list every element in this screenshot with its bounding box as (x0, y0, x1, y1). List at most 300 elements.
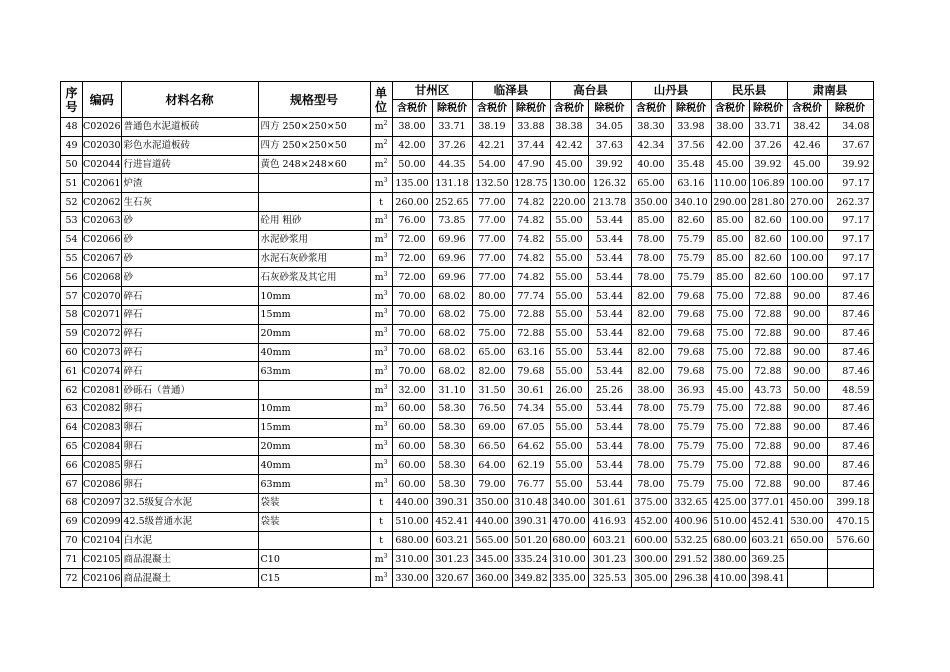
code-cell: C02061 (83, 174, 122, 193)
price-tax-excl-cell: 301.61 (588, 493, 631, 512)
unit-text: m (374, 403, 384, 415)
price-table (60, 81, 874, 588)
price-tax-incl-cell: 78.00 (631, 399, 671, 418)
spec-cell: C10 (258, 550, 370, 569)
seq-cell: 50 (61, 155, 83, 174)
table-row (61, 343, 874, 362)
price-tax-incl-cell: 335.00 (550, 569, 588, 588)
unit-cell (370, 249, 392, 268)
unit-exponent: 3 (383, 251, 388, 259)
unit-exponent: 3 (383, 233, 388, 241)
price-tax-excl-cell: 53.44 (588, 362, 631, 381)
price-tax-incl-cell: 260.00 (392, 193, 432, 212)
price-tax-incl-cell: 55.00 (550, 418, 588, 437)
seq-cell: 57 (61, 287, 83, 306)
unit-cell (370, 381, 392, 400)
price-tax-excl-cell: 33.71 (432, 118, 472, 137)
price-tax-incl-cell: 75.00 (711, 305, 749, 324)
unit-exponent: 3 (383, 345, 388, 353)
price-tax-incl-cell: 79.00 (472, 475, 512, 494)
spec-cell: 水泥砂浆用 (258, 230, 370, 249)
price-tax-excl-cell: 452.41 (749, 512, 787, 531)
unit-cell (370, 343, 392, 362)
material-name-cell: 卵石 (121, 418, 258, 437)
code-cell: C02071 (83, 305, 122, 324)
price-tax-incl-cell: 350.00 (472, 493, 512, 512)
price-tax-excl-cell: 400.96 (671, 512, 711, 531)
unit-cell (370, 493, 392, 512)
price-tax-excl-cell: 34.08 (827, 118, 873, 137)
seq-cell: 55 (61, 249, 83, 268)
price-tax-excl-cell: 79.68 (671, 362, 711, 381)
table-row (61, 531, 874, 550)
price-tax-excl-cell: 390.31 (432, 493, 472, 512)
unit-text: m (374, 252, 384, 264)
unit-text: t (379, 497, 383, 509)
price-tax-incl-cell: 565.00 (472, 531, 512, 550)
unit-text: m (374, 365, 384, 377)
code-cell: C02030 (83, 136, 122, 155)
price-tax-incl-cell: 90.00 (787, 305, 827, 324)
spec-cell: 10mm (258, 399, 370, 418)
seq-cell: 62 (61, 381, 83, 400)
price-tax-excl-cell: 603.21 (432, 531, 472, 550)
price-tax-excl-cell: 301.23 (588, 550, 631, 569)
price-tax-incl-cell: 50.00 (787, 381, 827, 400)
price-tax-excl-cell: 74.82 (512, 193, 550, 212)
unit-exponent: 3 (383, 214, 388, 222)
price-tax-incl-cell: 85.00 (711, 268, 749, 287)
price-tax-incl-cell (787, 569, 827, 588)
price-tax-incl-cell: 310.00 (392, 550, 432, 569)
price-tax-excl-cell: 58.30 (432, 475, 472, 494)
price-tax-excl-cell: 75.79 (671, 230, 711, 249)
price-tax-incl-cell: 72.00 (392, 249, 432, 268)
price-tax-excl-cell: 74.82 (512, 268, 550, 287)
unit-text: m (374, 572, 384, 584)
price-tax-incl-cell: 45.00 (711, 381, 749, 400)
price-tax-excl-cell: 58.30 (432, 437, 472, 456)
price-tax-excl-cell: 252.65 (432, 193, 472, 212)
price-tax-incl-cell: 82.00 (631, 287, 671, 306)
tax-incl-header: 含税价 (631, 100, 671, 118)
unit-cell (370, 437, 392, 456)
price-tax-incl-cell: 90.00 (787, 456, 827, 475)
price-tax-incl-cell: 65.00 (472, 343, 512, 362)
spec-cell: 四方 250×250×50 (258, 136, 370, 155)
price-tax-incl-cell: 350.00 (631, 193, 671, 212)
spec-cell: 石灰砂浆及其它用 (258, 268, 370, 287)
unit-text: m (374, 553, 384, 565)
price-tax-incl-cell: 340.00 (550, 493, 588, 512)
price-tax-incl-cell: 40.00 (631, 155, 671, 174)
material-name-cell: 碎石 (121, 343, 258, 362)
price-tax-incl-cell: 38.30 (631, 118, 671, 137)
price-tax-excl-cell: 58.30 (432, 399, 472, 418)
price-tax-incl-cell: 55.00 (550, 230, 588, 249)
price-tax-excl-cell: 97.17 (827, 211, 873, 230)
price-tax-excl-cell: 603.21 (588, 531, 631, 550)
price-tax-excl-cell: 332.65 (671, 493, 711, 512)
price-tax-incl-cell: 78.00 (631, 418, 671, 437)
unit-exponent: 3 (383, 327, 388, 335)
price-tax-incl-cell: 680.00 (550, 531, 588, 550)
price-tax-excl-cell: 126.32 (588, 174, 631, 193)
unit-exponent: 3 (383, 421, 388, 429)
price-tax-excl-cell: 72.88 (512, 305, 550, 324)
price-tax-incl-cell: 54.00 (472, 155, 512, 174)
price-tax-incl-cell: 135.00 (392, 174, 432, 193)
seq-cell: 63 (61, 399, 83, 418)
price-tax-incl-cell: 66.50 (472, 437, 512, 456)
price-tax-incl-cell: 45.00 (550, 155, 588, 174)
unit-exponent: 3 (383, 270, 388, 278)
spec-cell: 15mm (258, 305, 370, 324)
price-tax-incl-cell: 75.00 (711, 418, 749, 437)
material-name-cell: 砂砾石（普通） (121, 381, 258, 400)
price-tax-incl-cell: 90.00 (787, 343, 827, 362)
price-tax-excl-cell: 72.88 (749, 305, 787, 324)
price-tax-excl-cell: 73.85 (432, 211, 472, 230)
price-tax-incl-cell: 55.00 (550, 249, 588, 268)
seq-cell: 71 (61, 550, 83, 569)
material-name-cell: 卵石 (121, 399, 258, 418)
unit-exponent: 2 (383, 139, 388, 147)
price-tax-excl-cell: 58.30 (432, 456, 472, 475)
price-tax-excl-cell: 213.78 (588, 193, 631, 212)
spec-cell: C15 (258, 569, 370, 588)
code-cell: C02104 (83, 531, 122, 550)
price-tax-excl-cell: 48.59 (827, 381, 873, 400)
tax-excl-header: 除税价 (432, 100, 472, 118)
price-tax-incl-cell: 38.19 (472, 118, 512, 137)
unit-text: t (379, 534, 383, 546)
price-tax-excl-cell: 31.10 (432, 381, 472, 400)
spec-cell: 40mm (258, 343, 370, 362)
price-tax-excl-cell: 532.25 (671, 531, 711, 550)
price-tax-excl-cell: 25.26 (588, 381, 631, 400)
price-tax-excl-cell: 335.24 (512, 550, 550, 569)
price-tax-excl-cell: 75.79 (671, 456, 711, 475)
price-tax-excl-cell: 87.46 (827, 475, 873, 494)
price-tax-excl-cell: 39.92 (588, 155, 631, 174)
price-tax-incl-cell: 680.00 (392, 531, 432, 550)
spec-cell: 四方 250×250×50 (258, 118, 370, 137)
price-tax-excl-cell: 87.46 (827, 418, 873, 437)
price-tax-incl-cell: 75.00 (711, 437, 749, 456)
table-row (61, 324, 874, 343)
material-name-cell: 卵石 (121, 475, 258, 494)
price-tax-excl-cell (827, 550, 873, 569)
unit-exponent: 3 (383, 383, 388, 391)
price-tax-incl-cell: 510.00 (392, 512, 432, 531)
seq-cell: 72 (61, 569, 83, 588)
price-tax-incl-cell: 425.00 (711, 493, 749, 512)
price-tax-excl-cell: 87.46 (827, 324, 873, 343)
material-name-cell: 42.5级普通水泥 (121, 512, 258, 531)
unit-cell (370, 550, 392, 569)
price-tax-excl-cell: 79.68 (671, 343, 711, 362)
price-tax-incl-cell: 410.00 (711, 569, 749, 588)
material-name-cell: 生石灰 (121, 193, 258, 212)
seq-cell: 48 (61, 118, 83, 137)
region-header-minle: 民乐县 (711, 82, 787, 100)
unit-exponent: 3 (383, 571, 388, 579)
price-tax-incl-cell: 70.00 (392, 305, 432, 324)
price-tax-excl-cell: 64.62 (512, 437, 550, 456)
name-header: 材料名称 (121, 82, 258, 118)
table-row (61, 287, 874, 306)
price-tax-incl-cell: 45.00 (787, 155, 827, 174)
tax-incl-header: 含税价 (472, 100, 512, 118)
price-tax-incl-cell: 90.00 (787, 324, 827, 343)
table-row (61, 475, 874, 494)
unit-cell (370, 230, 392, 249)
price-tax-incl-cell: 78.00 (631, 268, 671, 287)
price-tax-excl-cell: 87.46 (827, 343, 873, 362)
price-tax-excl-cell: 72.88 (749, 399, 787, 418)
tax-incl-header: 含税价 (392, 100, 432, 118)
seq-cell: 56 (61, 268, 83, 287)
material-name-cell: 碎石 (121, 305, 258, 324)
code-cell: C02068 (83, 268, 122, 287)
price-tax-incl-cell: 60.00 (392, 418, 432, 437)
table-row (61, 569, 874, 588)
price-tax-incl-cell: 26.00 (550, 381, 588, 400)
table-row (61, 550, 874, 569)
price-tax-incl-cell: 55.00 (550, 456, 588, 475)
unit-text: m (374, 140, 384, 152)
unit-cell (370, 136, 392, 155)
code-cell: C02062 (83, 193, 122, 212)
price-tax-incl-cell: 132.50 (472, 174, 512, 193)
price-tax-excl-cell: 53.44 (588, 437, 631, 456)
code-cell: C02105 (83, 550, 122, 569)
price-tax-incl-cell: 650.00 (787, 531, 827, 550)
tax-incl-header: 含税价 (787, 100, 827, 118)
price-tax-excl-cell: 603.21 (749, 531, 787, 550)
unit-cell (370, 174, 392, 193)
unit-text: m (374, 346, 384, 358)
code-cell: C02072 (83, 324, 122, 343)
price-tax-excl-cell: 74.82 (512, 211, 550, 230)
price-tax-incl-cell: 75.00 (711, 399, 749, 418)
price-tax-incl-cell: 38.00 (711, 118, 749, 137)
price-tax-incl-cell: 38.00 (392, 118, 432, 137)
price-tax-excl-cell: 87.46 (827, 456, 873, 475)
price-tax-excl-cell: 69.96 (432, 268, 472, 287)
price-tax-excl-cell: 53.44 (588, 305, 631, 324)
region-header-linze: 临泽县 (472, 82, 550, 100)
price-tax-excl-cell: 72.88 (749, 456, 787, 475)
tax-incl-header: 含税价 (711, 100, 749, 118)
price-tax-excl-cell: 47.90 (512, 155, 550, 174)
region-header-gaotai: 高台县 (550, 82, 631, 100)
price-tax-incl-cell: 510.00 (711, 512, 749, 531)
price-tax-incl-cell: 85.00 (631, 211, 671, 230)
price-tax-excl-cell: 82.60 (749, 249, 787, 268)
unit-text: m (374, 478, 384, 490)
unit-exponent: 3 (383, 364, 388, 372)
price-tax-incl-cell: 42.42 (550, 136, 588, 155)
price-tax-excl-cell: 53.44 (588, 211, 631, 230)
price-tax-excl-cell: 97.17 (827, 268, 873, 287)
price-tax-excl-cell: 82.60 (671, 211, 711, 230)
price-tax-excl-cell: 87.46 (827, 362, 873, 381)
unit-text: m (374, 290, 384, 302)
price-tax-incl-cell: 38.42 (787, 118, 827, 137)
price-tax-incl-cell: 75.00 (711, 475, 749, 494)
price-tax-excl-cell: 68.02 (432, 362, 472, 381)
material-name-cell: 砂 (121, 249, 258, 268)
code-cell: C02082 (83, 399, 122, 418)
price-tax-incl-cell: 85.00 (711, 211, 749, 230)
price-tax-excl-cell: 63.16 (512, 343, 550, 362)
unit-text: m (374, 121, 384, 133)
price-tax-excl-cell: 501.20 (512, 531, 550, 550)
unit-text: t (379, 196, 383, 208)
price-tax-incl-cell: 78.00 (631, 230, 671, 249)
material-name-cell: 卵石 (121, 437, 258, 456)
material-name-cell: 砂 (121, 230, 258, 249)
seq-cell: 58 (61, 305, 83, 324)
unit-cell (370, 118, 392, 137)
material-name-cell: 炉渣 (121, 174, 258, 193)
price-tax-excl-cell: 37.26 (749, 136, 787, 155)
material-name-cell: 碎石 (121, 324, 258, 343)
price-tax-excl-cell: 79.68 (671, 287, 711, 306)
unit-text: m (374, 459, 384, 471)
unit-cell (370, 399, 392, 418)
price-tax-incl-cell: 75.00 (711, 362, 749, 381)
unit-exponent: 3 (383, 458, 388, 466)
price-tax-excl-cell: 75.79 (671, 437, 711, 456)
unit-exponent: 3 (383, 552, 388, 560)
price-tax-incl-cell: 470.00 (550, 512, 588, 531)
seq-cell: 49 (61, 136, 83, 155)
table-row (61, 174, 874, 193)
price-tax-incl-cell: 78.00 (631, 249, 671, 268)
unit-text: m (374, 158, 384, 170)
price-tax-incl-cell: 75.00 (711, 324, 749, 343)
price-tax-excl-cell: 75.79 (671, 418, 711, 437)
price-tax-incl-cell: 60.00 (392, 456, 432, 475)
price-tax-excl-cell: 72.88 (749, 362, 787, 381)
material-name-cell: 卵石 (121, 456, 258, 475)
price-tax-incl-cell: 110.00 (711, 174, 749, 193)
price-tax-excl-cell: 79.68 (512, 362, 550, 381)
price-tax-excl-cell: 79.68 (671, 324, 711, 343)
price-tax-incl-cell: 440.00 (472, 512, 512, 531)
code-cell: C02081 (83, 381, 122, 400)
price-tax-incl-cell: 77.00 (472, 230, 512, 249)
seq-cell: 61 (61, 362, 83, 381)
price-tax-excl-cell: 68.02 (432, 287, 472, 306)
price-tax-excl-cell: 340.10 (671, 193, 711, 212)
seq-cell: 59 (61, 324, 83, 343)
price-tax-incl-cell: 600.00 (631, 531, 671, 550)
unit-header: 单位 (370, 82, 392, 118)
price-tax-excl-cell: 72.88 (749, 437, 787, 456)
unit-exponent: 3 (383, 477, 388, 485)
tax-excl-header: 除税价 (749, 100, 787, 118)
spec-cell: 63mm (258, 362, 370, 381)
unit-cell (370, 193, 392, 212)
price-tax-excl-cell: 72.88 (749, 475, 787, 494)
price-tax-incl-cell: 85.00 (711, 230, 749, 249)
material-name-cell: 彩色水泥道板砖 (121, 136, 258, 155)
price-tax-incl-cell: 42.00 (711, 136, 749, 155)
price-tax-excl-cell: 67.05 (512, 418, 550, 437)
unit-cell (370, 155, 392, 174)
unit-exponent: 3 (383, 439, 388, 447)
price-tax-incl-cell: 100.00 (787, 211, 827, 230)
spec-cell: 袋装 (258, 512, 370, 531)
price-tax-excl-cell: 106.89 (749, 174, 787, 193)
price-tax-excl-cell: 37.26 (432, 136, 472, 155)
price-tax-incl-cell: 76.50 (472, 399, 512, 418)
price-tax-incl-cell: 60.00 (392, 399, 432, 418)
region-header-ganzhou: 甘州区 (392, 82, 472, 100)
price-tax-excl-cell: 72.88 (749, 418, 787, 437)
price-tax-excl-cell: 53.44 (588, 399, 631, 418)
unit-text: m (374, 271, 384, 283)
unit-cell (370, 324, 392, 343)
price-tax-excl-cell: 69.96 (432, 249, 472, 268)
price-tax-excl-cell: 44.35 (432, 155, 472, 174)
price-tax-excl-cell: 75.79 (671, 268, 711, 287)
price-tax-incl-cell: 55.00 (550, 399, 588, 418)
price-tax-incl-cell: 450.00 (787, 493, 827, 512)
seq-cell: 52 (61, 193, 83, 212)
table-row (61, 437, 874, 456)
price-tax-excl-cell: 97.17 (827, 249, 873, 268)
table-row (61, 305, 874, 324)
price-tax-excl-cell: 82.60 (749, 268, 787, 287)
price-tax-incl-cell: 90.00 (787, 437, 827, 456)
price-tax-excl-cell: 63.16 (671, 174, 711, 193)
price-tax-excl-cell: 72.88 (749, 343, 787, 362)
unit-exponent: 3 (383, 176, 388, 184)
price-tax-incl-cell: 55.00 (550, 437, 588, 456)
price-tax-excl-cell: 310.48 (512, 493, 550, 512)
price-tax-excl-cell: 53.44 (588, 418, 631, 437)
price-tax-excl-cell: 320.67 (432, 569, 472, 588)
price-tax-excl-cell: 58.30 (432, 418, 472, 437)
spec-cell: 63mm (258, 475, 370, 494)
table-row (61, 211, 874, 230)
price-tax-excl-cell: 34.05 (588, 118, 631, 137)
price-tax-excl-cell: 53.44 (588, 456, 631, 475)
unit-cell (370, 569, 392, 588)
price-tax-incl-cell: 82.00 (472, 362, 512, 381)
price-tax-excl-cell: 416.93 (588, 512, 631, 531)
table-row (61, 136, 874, 155)
tax-excl-header: 除税价 (588, 100, 631, 118)
price-tax-incl-cell: 75.00 (711, 456, 749, 475)
price-tax-incl-cell: 82.00 (631, 324, 671, 343)
code-cell: C02086 (83, 475, 122, 494)
price-tax-incl-cell: 78.00 (631, 437, 671, 456)
unit-text: m (374, 309, 384, 321)
price-tax-excl-cell: 39.92 (827, 155, 873, 174)
unit-exponent: 3 (383, 289, 388, 297)
price-tax-incl-cell: 55.00 (550, 362, 588, 381)
price-tax-incl-cell: 55.00 (550, 305, 588, 324)
table-row (61, 193, 874, 212)
price-tax-excl-cell: 72.88 (749, 287, 787, 306)
tax-excl-header: 除税价 (671, 100, 711, 118)
